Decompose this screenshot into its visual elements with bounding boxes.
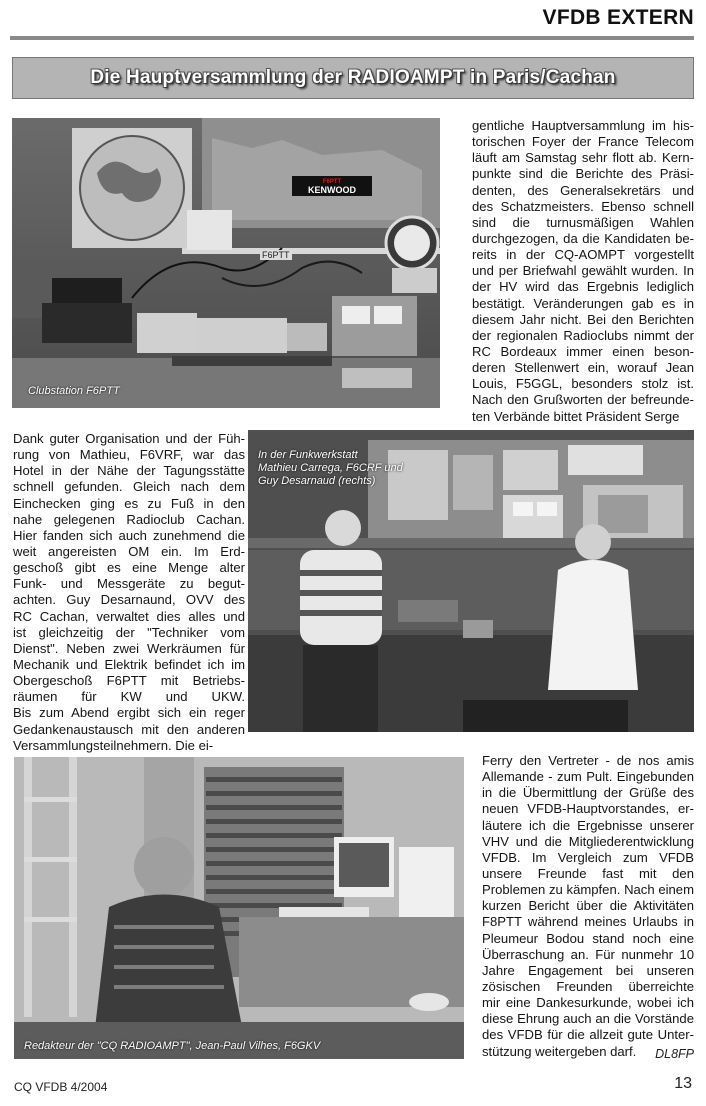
author-signature: DL8FP xyxy=(655,1047,694,1061)
text-line: mir eine Dankesurkunde, wobei ich xyxy=(482,995,694,1011)
text-line: RC Cachan, verwaltet dies alles und xyxy=(13,608,245,624)
text-line: Hier fanden sich auch zunehmend die xyxy=(13,527,245,543)
text-line: ten Verbände bittet Präsident Serge xyxy=(472,408,680,424)
clubstation-sign-call: F6PTT xyxy=(322,179,342,185)
clubstation-sign-brand: KENWOOD xyxy=(308,185,356,195)
photo-editor-caption: Redakteur der "CQ RADIOAMPT", Jean-Paul Vilhes, F6GKV xyxy=(24,1040,321,1052)
text-line: räumen für KW und UKW. xyxy=(13,689,245,705)
text-line: torischen Foyer der France Telecom xyxy=(472,134,694,150)
photo-clubstation-image xyxy=(12,118,440,408)
text-line: zösischen Freunden überreichte xyxy=(482,978,694,994)
section-title: VFDB EXTERN xyxy=(542,6,694,29)
text-line: Versammlungsteilnehmern. Die ei- xyxy=(13,737,214,753)
text-line: Gedankenaustausch mit den anderen xyxy=(13,721,245,737)
text-line: Pleumeur Bodou stand noch eine xyxy=(482,930,694,946)
text-line: Dank guter Organisation und der Füh- xyxy=(13,431,245,446)
text-line: geschoß gibt es eine Menge alter xyxy=(13,560,245,576)
text-line: Überraschung an. Für nunmehr 10 xyxy=(482,946,694,962)
clubstation-small-label: F6PTT xyxy=(262,250,290,260)
text-line: RC Bordeaux immer einen beson- xyxy=(472,343,694,359)
text-line: Problemen zu kämpfen. Nach einem xyxy=(482,882,694,898)
text-line: rung von Mathieu, F6VRF, war das xyxy=(13,447,245,463)
column-right-bottom xyxy=(482,753,694,1060)
text-line: neuen VFDB-Hauptvorstandes, er- xyxy=(482,801,694,817)
text-line: Einchecken ging es zu Fuß in den xyxy=(13,495,245,511)
text-line: sind die turnusmäßigen Wahlen xyxy=(472,214,694,230)
text-line: F8PTT während meines Urlaubs in xyxy=(482,914,694,930)
text-line: und per Briefwahl gewählt wurden. In xyxy=(472,263,694,279)
text-line: Louis, F5GGL, besonders stolz ist. xyxy=(472,376,694,392)
text-line: Jahre Engagement bei unseren xyxy=(482,962,694,978)
text-line: durchgezogen, da die Kandidaten be- xyxy=(472,230,694,246)
text-line: Obergeschoß F6PTT mit Betriebs- xyxy=(13,673,245,689)
clubstation-sign xyxy=(293,178,371,194)
text-line: des Schatzmeisters. Ebenso schnell xyxy=(472,198,694,214)
text-line: schnell gefunden. Gleich nach dem xyxy=(13,479,245,495)
text-line: Dienst". Neben zwei Werkräumen für xyxy=(13,640,245,656)
text-line: Hotel in der Nähe der Tagungsstätte xyxy=(13,463,245,479)
article-banner xyxy=(12,57,694,99)
text-line: Allemande - zum Pult. Eingebunden xyxy=(482,769,694,785)
text-line: deren Stellenwert ein, worauf Jean xyxy=(472,360,694,376)
text-line: Bis zum Abend ergibt sich ein reger xyxy=(13,705,245,721)
text-line: achten. Guy Desarnaund, OVV des xyxy=(13,592,245,608)
header-rule xyxy=(10,36,694,40)
photo-clubstation xyxy=(12,118,440,408)
text-line: des VFDB für die allzeit gute Unter- xyxy=(482,1027,694,1043)
text-line: denten, des Generalsekretärs und xyxy=(472,182,694,198)
text-line: nahe gelegenen Radioclub Cachan. xyxy=(13,511,245,527)
column-right-top xyxy=(472,118,694,425)
workshop-caption-line-2: Mathieu Carrega, F6CRF und xyxy=(258,462,403,474)
text-line: diesem Jahr nicht. Bei den Berichten xyxy=(472,311,694,327)
photo-editor-image xyxy=(14,757,464,1059)
text-line: Ferry den Vertreter - de nos amis xyxy=(482,753,694,768)
text-line: VHV und die Mitgliederentwicklung xyxy=(482,833,694,849)
text-line: Mechanik und Elektrik befindet ich im xyxy=(13,656,245,672)
photo-workshop-caption xyxy=(258,449,403,488)
page-number: 13 xyxy=(674,1075,692,1092)
text-line: in die Übermittlung der Grüße des xyxy=(482,785,694,801)
footer-publication: CQ VFDB 4/2004 xyxy=(14,1080,108,1094)
text-line: punkte sind die Berichte des Präsi- xyxy=(472,166,694,182)
column-left-middle xyxy=(13,431,245,754)
text-line: ist gleichzeitig der "Techniker vom xyxy=(13,624,245,640)
text-line: unsere Freunde fast mit den xyxy=(482,865,694,881)
text-line: kurzen Bericht über die Aktivitäten xyxy=(482,898,694,914)
text-line: läutere ich die Ergebnisse unserer xyxy=(482,817,694,833)
text-line: bestätigt. Veränderungen gab es in xyxy=(472,295,694,311)
workshop-caption-line-1: In der Funkwerkstatt xyxy=(258,449,358,461)
text-line: Funk- und Messgeräte zu begut- xyxy=(13,576,245,592)
article-title: Die Hauptversammlung der RADIOAMPT in Paris/Cachan xyxy=(90,67,616,88)
text-line: VFDB. Im Vergleich zum VFDB xyxy=(482,849,694,865)
text-line: diese Ehrung auch an die Vorstände xyxy=(482,1011,694,1027)
text-line: stützung weitergeben darf. xyxy=(482,1043,637,1059)
text-line: weit angereisten OM ein. Im Erd- xyxy=(13,543,245,559)
workshop-caption-line-3: Guy Desarnaud (rechts) xyxy=(258,475,376,487)
text-line: der HV wird das Ergebnis lediglich xyxy=(472,279,694,295)
photo-workshop xyxy=(248,430,694,732)
text-line: reits in der CQ-AOMPT vorgestellt xyxy=(472,247,694,263)
text-line: Nach den Grußworten der befreunde- xyxy=(472,392,694,408)
text-line: gentliche Hauptversammlung im his- xyxy=(472,118,694,133)
text-line: läuft am Samstag sehr flott ab. Kern- xyxy=(472,150,694,166)
photo-clubstation-caption: Clubstation F6PTT xyxy=(28,385,120,397)
text-line: der regionalen Radioclubs nimmt der xyxy=(472,327,694,343)
photo-editor xyxy=(14,757,464,1059)
